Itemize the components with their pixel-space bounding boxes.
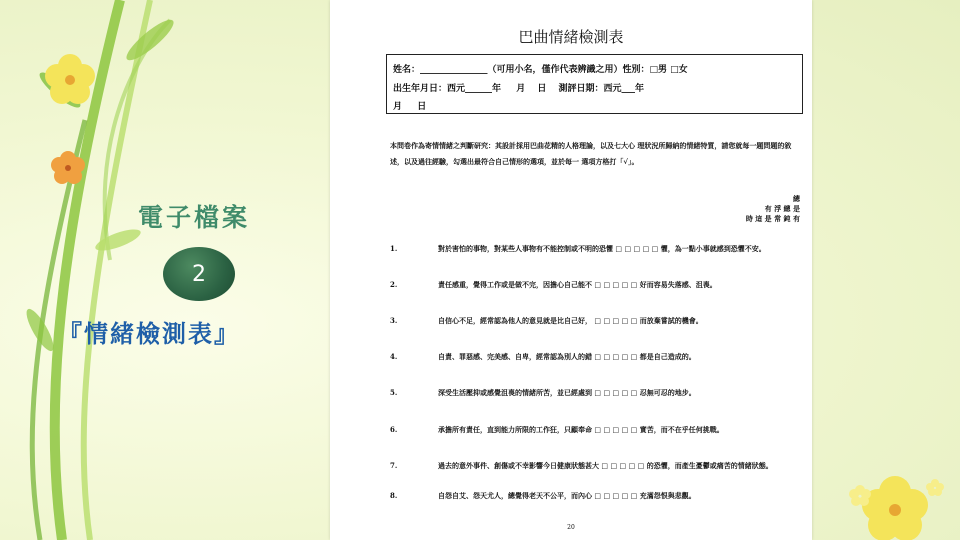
question-text: 責任感重，覺得工作或是做不完，因擔心自己能不 □ □ □ □ □ 好而容易失落感、沮喪。 <box>438 280 717 289</box>
small-flower-bottom-right <box>849 485 871 506</box>
question-number: 8. <box>390 491 398 500</box>
info-line-date-cont: 月 日 <box>393 102 427 112</box>
info-line-birth-date: 出生年月日：西元______年 月 日 測評日期：西元___年 <box>393 84 645 94</box>
scale-header-line3: 時 這 是 常 鈍 有 <box>745 214 800 223</box>
slide-number-badge: 2 <box>163 247 235 301</box>
scale-header-line1: 總 <box>793 194 800 203</box>
yellow-flower-bottom-right <box>862 476 928 540</box>
question-text: 過去的意外事件、創傷或不幸影響今日健康狀態甚大 □ □ □ □ □ 的恐懼，而產生憂鬱或痛苦的情緒狀態。 <box>438 461 773 470</box>
question-text: 對於害怕的事物，對某些人事物有不能控制或不明的恐懼 □ □ □ □ □ 懼，為一點小事就感到恐懼不安。 <box>438 244 766 253</box>
slide-left-panel <box>0 0 330 540</box>
scale-header-line2: 有 浮 總 是 <box>764 204 800 213</box>
page-number: 20 <box>567 524 575 531</box>
question-number: 5. <box>390 388 398 397</box>
question-number: 3. <box>390 316 398 325</box>
question-text: 承擔所有責任，直到能力所限的工作狂，只顧奉命 □ □ □ □ □ 實苦，而不在乎任何挑戰。 <box>438 425 724 434</box>
question-text: 自怨自艾、怨天尤人，總覺得老天不公平，而內心 □ □ □ □ □ 充滿怨恨與悲觀。 <box>438 491 696 500</box>
question-number: 1. <box>390 244 398 253</box>
info-line-name-gender: 姓名：_______________（可用小名，僅作代表辨識之用）性別：□男 □女 <box>393 65 688 75</box>
question-number: 6. <box>390 425 398 434</box>
rating-scale-header <box>680 194 800 224</box>
slide-title: 電子檔案 <box>138 203 251 232</box>
questionnaire-intro: 本問卷作為寄情情緒之判斷研究：其設計採用巴曲花精的人格理論，以及七大心 理狀況所歸納的情緒特質，請您就每一題問題的敘述，以及過往經驗，勾選出最符合自己情形的選項，並於每一 選項方格打「√」。 <box>390 141 792 166</box>
question-number: 7. <box>390 461 398 470</box>
personal-info-box <box>386 54 803 114</box>
question-text: 自責、罪惡感、完美感、自卑，經常認為別人的錯 □ □ □ □ □ 都是自己造成的。 <box>438 352 696 361</box>
question-number: 2. <box>390 280 398 289</box>
small-flower-bottom-right-2 <box>926 479 944 496</box>
document-title: 巴曲情緒檢測表 <box>518 28 624 46</box>
question-number: 4. <box>390 352 398 361</box>
question-text: 自信心不足，經常認為他人的意見就是比自己好， □ □ □ □ □ 而放棄嘗試的機會。 <box>438 316 703 325</box>
slide-subtitle: 『情緒檢測表』 <box>58 320 240 348</box>
question-text: 深受生活壓抑或感覺沮喪的情緒所苦，並已經處到 □ □ □ □ □ 忍無可忍的地步。 <box>438 388 696 397</box>
document-page <box>330 0 812 540</box>
